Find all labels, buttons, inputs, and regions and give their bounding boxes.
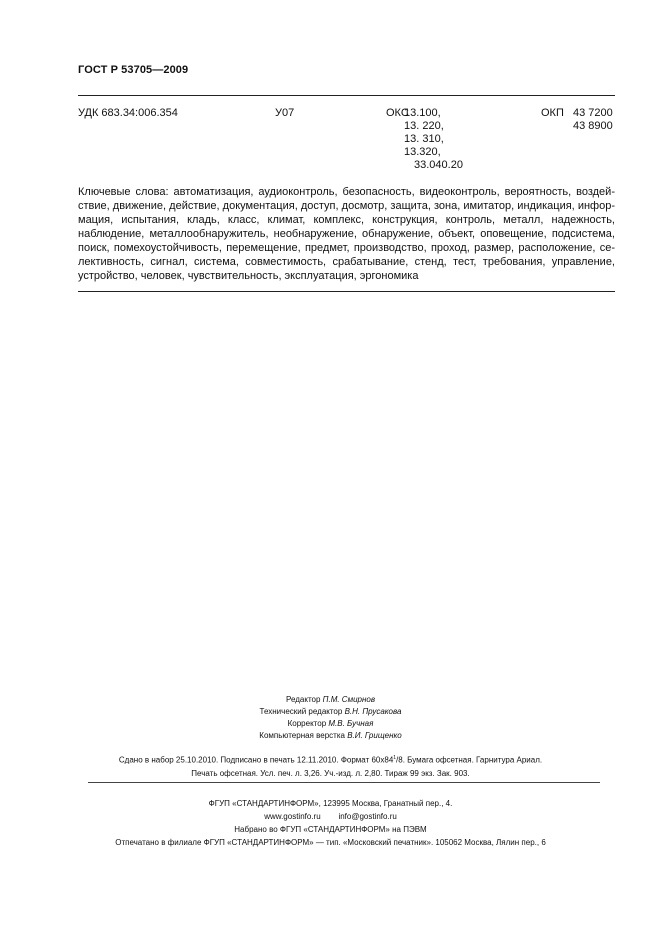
publisher-block [0, 797, 661, 849]
editor-label: Редактор [286, 695, 321, 704]
format-denominator: /8 [396, 755, 403, 765]
layout-label: Компьютерная верстка [259, 731, 345, 740]
oks-code: 13. 220, [404, 120, 444, 132]
printed-note: Отпечатано в филиале ФГУП «СТАНДАРТИНФОРМ» — тип. «Московский печатник». 105062 Москва, Лялин пер., 6 [115, 838, 546, 847]
okp-code: 43 7200 [573, 107, 613, 119]
format-superscript: 1 [393, 755, 397, 761]
group-code: У07 [275, 107, 295, 119]
print-info-line-1 [0, 752, 661, 767]
print-info-line-2: Печать офсетная. Усл. печ. л. 3,26. Уч.-изд. л. 2,80. Тираж 99 экз. Зак. 903. [191, 768, 470, 778]
okp-code: 43 8900 [573, 120, 613, 132]
oks-code-list [404, 107, 463, 172]
document-header-title: ГОСТ Р 53705—2009 [78, 64, 189, 76]
editor-line [0, 694, 661, 706]
layout-line [0, 730, 661, 742]
proofreader-label: Корректор [287, 719, 327, 728]
oks-code: 13. 310, [404, 133, 444, 145]
oks-label: ОКС [386, 107, 409, 119]
credits-block [0, 694, 661, 742]
print-info-line-1-end: . Бумага офсетная. Гарнитура Ариал. [402, 755, 543, 765]
okp-code-list [573, 107, 613, 133]
udk-code: УДК 683.34:006.354 [78, 107, 178, 119]
print-info-line-1-start: Сдано в набор 25.10.2010. Подписано в печать 12.11.2010. Формат 60х84 [118, 755, 394, 765]
oks-code: 13.100, [404, 107, 441, 119]
proofreader-name: М.В. Бучная [328, 719, 374, 728]
tech-editor-label: Технический редактор [259, 707, 343, 716]
keywords-paragraph: Ключевые слова: автоматизация, аудиоконтроль, безопасность, видеоконтроль, вероятность, воздей-ствие, движение, действие, документация, доступ, досмотр, защита, зона, имитатор, индикация, инфор-мация, испытания, кладь, класс, климат, комплекс, конструкция, контроль, металл, надежность, наблюдение, металлообнаружитель, необнаружение, обнаружение, объект, оповещение, подсистема, поиск, помехоустойчивость, перемещение, предмет, производство, проход, размер, расположение, се-лективность, сигнал, система, совместимость, срабатывание, стенд, тест, требования, управление, устройство, человек, чувствительность, эксплуатация, эргономика [78, 186, 615, 282]
okp-label: ОКП [541, 107, 564, 119]
publisher-address: ФГУП «СТАНДАРТИНФОРМ», 123995 Москва, Гранатный пер., 4. [208, 799, 453, 808]
tech-editor-name: В.Н. Прусакова [344, 707, 402, 716]
editor-name: П.М. Смирнов [322, 695, 375, 704]
print-info-block [0, 752, 661, 780]
oks-code: 13.320, [404, 146, 441, 158]
header-divider [78, 95, 615, 96]
publisher-web: www.gostinfo.ru info@gostinfo.ru [264, 812, 397, 821]
footer-divider [88, 782, 600, 783]
layout-name: В.И. Грищенко [347, 731, 402, 740]
tech-editor-line [0, 706, 661, 718]
typeset-note: Набрано во ФГУП «СТАНДАРТИНФОРМ» на ПЭВМ [234, 825, 427, 834]
keywords-divider [78, 291, 615, 292]
oks-code: 33.040.20 [414, 159, 463, 171]
proofreader-line [0, 718, 661, 730]
